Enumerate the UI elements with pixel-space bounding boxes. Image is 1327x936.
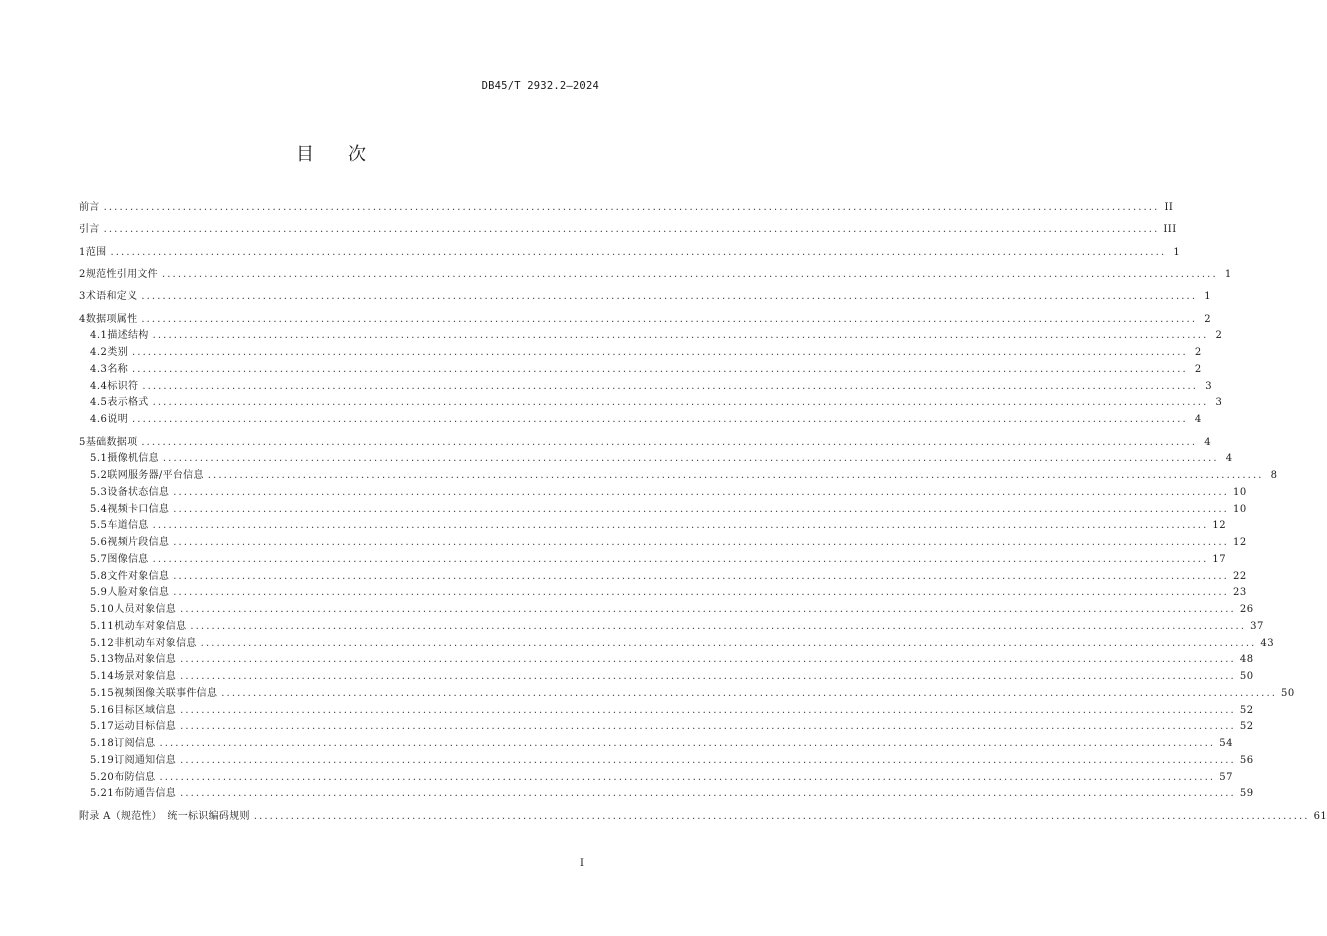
toc-entry-label: 数据项属性 (85, 313, 138, 325)
toc-entry-number: 5.17 (90, 721, 115, 733)
toc-entry-page: 10 (1232, 486, 1247, 498)
toc-leader-dots: ........................................................................................................................................................................................................ (103, 202, 1160, 213)
toc-entry-page: 1 (1224, 269, 1232, 281)
toc-entry[interactable] (79, 245, 1181, 262)
toc-entry[interactable] (79, 652, 1254, 669)
toc-entry-page: 2 (1215, 330, 1223, 342)
toc-leader-dots: ........................................................................................................................................................................................................ (180, 754, 1236, 766)
toc-entry-label: 类别 (107, 347, 129, 359)
toc-entry-number: 5.8 (90, 570, 108, 582)
toc-entry-label: 车道信息 (107, 520, 149, 532)
toc-entry-number: 5.10 (90, 604, 115, 616)
toc-entry-label: 前言 (79, 202, 100, 213)
toc-entry-page: 4 (1204, 436, 1212, 448)
toc-leader-dots: ........................................................................................................................................................................................................ (141, 436, 1198, 448)
toc-entry[interactable] (79, 468, 1278, 485)
toc-entry-label: 视频片段信息 (107, 537, 170, 549)
toc-entry-page: 17 (1212, 553, 1227, 565)
toc-entry-number: 4.5 (90, 397, 108, 409)
toc-entry-number: 4.3 (90, 363, 108, 375)
toc-entry-label: 标识符 (107, 380, 139, 392)
toc-entry-number: 5.9 (90, 587, 108, 599)
toc-entry-number: 5.20 (90, 771, 115, 783)
toc-entry-label: 订阅通知信息 (114, 754, 177, 766)
toc-leader-dots: ........................................................................................................................................................................................................ (253, 810, 1310, 822)
toc-entry-number: 5.12 (90, 637, 115, 649)
toc-entry-page: 50 (1281, 687, 1295, 699)
toc-entry-label: 目标区域信息 (114, 704, 177, 716)
toc-entry-page: 12 (1212, 520, 1227, 532)
toc-entry-page: 4 (1225, 453, 1233, 465)
toc-entry-page: 59 (1239, 788, 1254, 800)
toc-entry-page: 2 (1194, 363, 1202, 375)
toc-entry[interactable] (79, 222, 1177, 239)
toc-entry-label: 订阅信息 (114, 738, 156, 750)
toc-leader-dots: ........................................................................................................................................................................................................ (173, 486, 1229, 498)
toc-entry[interactable] (79, 518, 1227, 535)
toc-entry-label: 视频图像关联事件信息 (114, 687, 218, 699)
toc-entry-number: 5.16 (90, 704, 115, 716)
toc-entry-page: 48 (1239, 654, 1254, 666)
toc-entry[interactable] (79, 395, 1223, 412)
toc-entry[interactable] (79, 552, 1227, 569)
toc-entry[interactable] (79, 485, 1247, 502)
toc-entry[interactable] (79, 703, 1254, 720)
toc-entry[interactable] (79, 636, 1275, 653)
toc-leader-dots: ........................................................................................................................................................................................................ (161, 269, 1218, 281)
toc-leader-dots: ........................................................................................................................................................................................................ (103, 224, 1160, 236)
toc-entry-label: 文件对象信息 (107, 570, 170, 582)
toc-leader-dots: ........................................................................................................................................................................................................ (180, 671, 1236, 683)
toc-entry-label: 引言 (79, 224, 100, 236)
toc-entry[interactable] (79, 200, 1174, 217)
toc-entry[interactable] (79, 502, 1247, 519)
toc-leader-dots: ........................................................................................................................................................................................................ (152, 330, 1209, 342)
toc-leader-dots: ........................................................................................................................................................................................................ (221, 687, 1278, 699)
toc-entry-number: 5.15 (90, 687, 115, 699)
toc-entry-label: 人脸对象信息 (107, 587, 170, 599)
toc-entry-page: II (1164, 202, 1174, 213)
toc-entry-label: 非机动车对象信息 (114, 637, 197, 649)
toc-leader-dots: ........................................................................................................................................................................................................ (159, 771, 1216, 783)
toc-entry-number: 5.18 (90, 738, 115, 750)
toc-entry[interactable] (79, 602, 1254, 619)
toc-entry[interactable] (79, 345, 1202, 362)
toc-leader-dots: ........................................................................................................................................................................................................ (200, 637, 1257, 649)
toc-entry-number: 4.4 (90, 380, 108, 392)
title-char-2: 次 (348, 144, 366, 165)
toc-leader-dots: ........................................................................................................................................................................................................ (190, 620, 1247, 632)
toc-entry[interactable] (79, 267, 1232, 284)
toc-entry-label: 人员对象信息 (114, 604, 177, 616)
toc-entry[interactable] (79, 770, 1233, 787)
toc-entry-number: 4.6 (90, 414, 108, 426)
toc-leader-dots: ........................................................................................................................................................................................................ (173, 570, 1229, 582)
toc-entry[interactable] (79, 412, 1202, 429)
toc-entry-number: 5.21 (90, 788, 115, 800)
toc-entry-label: 机动车对象信息 (114, 620, 187, 632)
toc-entry-page: 23 (1232, 587, 1247, 599)
toc-entry-number: 5.4 (90, 503, 108, 515)
toc-entry-number: 5.14 (90, 671, 115, 683)
toc-entry[interactable] (79, 619, 1264, 636)
toc-entry-page: 3 (1215, 397, 1223, 409)
toc-leader-dots: ........................................................................................................................................................................................................ (132, 363, 1188, 375)
toc-entry-page: 8 (1270, 470, 1278, 482)
toc-leader-dots: ........................................................................................................................................................................................................ (180, 654, 1236, 666)
toc-entry-page: 50 (1239, 671, 1254, 683)
toc-entry[interactable] (79, 535, 1247, 552)
toc-entry-label: 视频卡口信息 (107, 503, 170, 515)
toc-entry-label: 术语和定义 (85, 291, 138, 303)
toc-entry-number: 5.1 (90, 453, 108, 465)
toc-entry-number: 5.6 (90, 537, 108, 549)
toc-entry-number: 5.7 (90, 553, 108, 565)
toc-entry-label: 场景对象信息 (114, 671, 177, 683)
toc-entry-page: 52 (1239, 704, 1254, 716)
toc-entry-page: 61 (1313, 810, 1327, 822)
toc-entry-label: 布防信息 (114, 771, 156, 783)
toc-entry-number: 5.5 (90, 520, 108, 532)
toc-entry[interactable] (79, 786, 1254, 803)
toc-leader-dots: ........................................................................................................................................................................................................ (162, 453, 1219, 465)
toc-entry-number: 2 (79, 269, 86, 281)
toc-leader-dots: ........................................................................................................................................................................................................ (180, 721, 1236, 733)
toc-leader-dots: ........................................................................................................................................................................................................ (173, 537, 1229, 549)
toc-entry-page: 1 (1204, 291, 1212, 303)
toc-entry-label: 名称 (107, 363, 129, 375)
title-char-1: 目 (296, 144, 314, 165)
toc-entry-page: 2 (1194, 347, 1202, 359)
toc-entry-label: 布防通告信息 (114, 788, 177, 800)
toc-leader-dots: ........................................................................................................................................................................................................ (180, 704, 1236, 716)
toc-leader-dots: ........................................................................................................................................................................................................ (173, 587, 1229, 599)
toc-entry-number: 3 (79, 291, 86, 303)
toc-leader-dots: ........................................................................................................................................................................................................ (141, 313, 1198, 325)
toc-leader-dots: ........................................................................................................................................................................................................ (180, 604, 1236, 616)
toc-leader-dots: ........................................................................................................................................................................................................ (207, 470, 1264, 482)
toc-entry-number: 1 (79, 246, 86, 258)
toc-leader-dots: ........................................................................................................................................................................................................ (152, 397, 1209, 409)
toc-entry-page: 56 (1239, 754, 1254, 766)
table-of-contents (79, 200, 1327, 825)
toc-entry[interactable] (79, 686, 1295, 703)
toc-leader-dots: ........................................................................................................................................................................................................ (173, 503, 1229, 515)
toc-entry-label: 规范性引用文件 (85, 269, 158, 281)
toc-entry-number: 5.13 (90, 654, 115, 666)
toc-leader-dots: ........................................................................................................................................................................................................ (142, 380, 1199, 392)
toc-entry-page: 43 (1260, 637, 1275, 649)
toc-entry-label: 运动目标信息 (114, 721, 177, 733)
toc-entry-page: 37 (1250, 620, 1264, 632)
toc-entry-page: 2 (1204, 313, 1212, 325)
toc-entry-label: 联网服务器/平台信息 (107, 470, 204, 482)
toc-entry-label: 附录 A（规范性） 统一标识编码规则 (79, 810, 250, 822)
toc-entry-number: 5 (79, 436, 86, 448)
toc-leader-dots: ........................................................................................................................................................................................................ (180, 788, 1236, 800)
toc-leader-dots: ........................................................................................................................................................................................................ (132, 414, 1188, 426)
toc-entry-number: 4.1 (90, 330, 108, 342)
toc-leader-dots: ........................................................................................................................................................................................................ (141, 291, 1198, 303)
toc-entry-label: 摄像机信息 (107, 453, 159, 465)
toc-entry[interactable] (79, 379, 1213, 396)
page-number: I (580, 858, 584, 869)
toc-entry-label: 设备状态信息 (107, 486, 170, 498)
document-code: DB45/T 2932.2—2024 (481, 80, 599, 92)
toc-entry[interactable] (79, 809, 1327, 826)
toc-entry-label: 基础数据项 (85, 436, 138, 448)
toc-entry-label: 物品对象信息 (114, 654, 177, 666)
toc-leader-dots: ........................................................................................................................................................................................................ (152, 553, 1209, 565)
toc-leader-dots: ........................................................................................................................................................................................................ (110, 246, 1167, 258)
toc-entry[interactable] (79, 312, 1212, 329)
toc-entry-page: 52 (1239, 721, 1254, 733)
toc-entry-page: 57 (1219, 771, 1233, 783)
toc-entry-page: 12 (1232, 537, 1247, 549)
toc-entry[interactable] (79, 289, 1212, 306)
toc-entry[interactable] (79, 585, 1247, 602)
toc-entry-number: 5.19 (90, 754, 115, 766)
toc-entry-number: 5.11 (90, 620, 115, 632)
page-title (0, 140, 662, 166)
toc-entry-label: 图像信息 (107, 553, 149, 565)
toc-leader-dots: ........................................................................................................................................................................................................ (159, 738, 1216, 750)
toc-entry-page: 4 (1194, 414, 1202, 426)
toc-entry[interactable] (79, 451, 1233, 468)
toc-entry[interactable] (79, 362, 1202, 379)
toc-entry-number: 5.3 (90, 486, 108, 498)
toc-entry-number: 4 (79, 313, 86, 325)
toc-entry-page: 10 (1232, 503, 1247, 515)
toc-entry-label: 描述结构 (107, 330, 149, 342)
toc-entry[interactable] (79, 719, 1254, 736)
toc-entry-number: 4.2 (90, 347, 108, 359)
toc-entry[interactable] (79, 328, 1223, 345)
toc-entry[interactable] (79, 753, 1254, 770)
toc-entry-page: 26 (1239, 604, 1254, 616)
toc-entry[interactable] (79, 736, 1233, 753)
toc-entry-page: III (1163, 224, 1177, 236)
toc-entry-page: 54 (1219, 738, 1233, 750)
toc-leader-dots: ........................................................................................................................................................................................................ (152, 520, 1209, 532)
toc-entry-page: 1 (1173, 246, 1181, 258)
toc-entry-page: 3 (1205, 380, 1213, 392)
toc-entry-label: 范围 (85, 246, 107, 258)
toc-entry[interactable] (79, 435, 1212, 452)
toc-entry-label: 说明 (107, 414, 129, 426)
toc-entry-page: 22 (1232, 570, 1247, 582)
toc-leader-dots: ........................................................................................................................................................................................................ (132, 347, 1188, 359)
toc-entry[interactable] (79, 569, 1247, 586)
toc-entry-label: 表示格式 (107, 397, 149, 409)
toc-entry[interactable] (79, 669, 1254, 686)
toc-entry-number: 5.2 (90, 470, 108, 482)
